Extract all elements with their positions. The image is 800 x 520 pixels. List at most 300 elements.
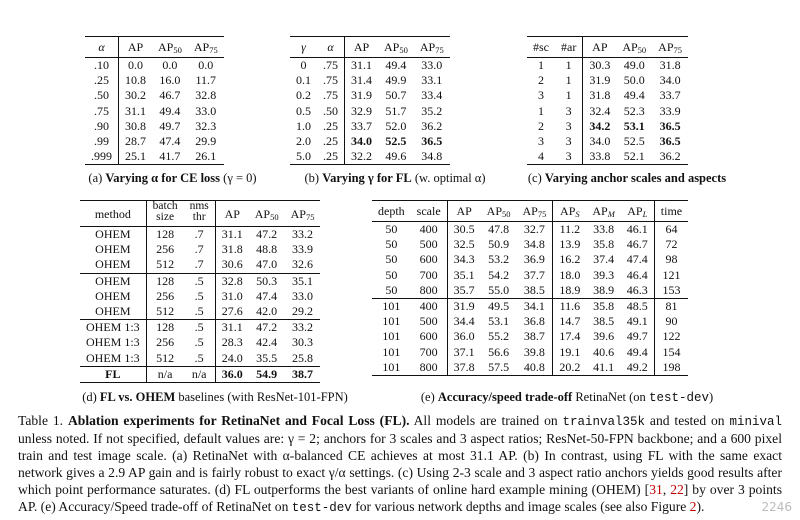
table-cell: 36.2 bbox=[652, 149, 688, 165]
table-cell: 41.1 bbox=[586, 360, 620, 376]
table-cell: 31.1 bbox=[125, 103, 146, 118]
table-cell: .50 bbox=[85, 88, 119, 103]
table-cell: .7 bbox=[184, 227, 216, 243]
table-cell: 400 bbox=[411, 222, 447, 238]
table-cell: 33.0 bbox=[292, 288, 314, 303]
table-cell: 52.5 bbox=[623, 134, 645, 149]
header-aps: $AP_S$ bbox=[553, 201, 587, 222]
table-row bbox=[80, 351, 320, 367]
table-cell: 28.7 bbox=[125, 134, 146, 149]
table-cell: 47.2 bbox=[256, 227, 278, 241]
table-cell: 3 bbox=[538, 134, 544, 149]
header-ap: AP bbox=[345, 37, 379, 58]
table-cell: 36.0 bbox=[215, 366, 249, 382]
table-cell: .999 bbox=[85, 149, 119, 165]
table-cell: 31.1 bbox=[221, 227, 243, 241]
header-ap75: $AP_{75}$ bbox=[414, 37, 450, 58]
caption-d: (d) FL vs. OHEM baselines (with ResNet-101-FPN) bbox=[82, 390, 348, 404]
table-cell: 38.5 bbox=[517, 283, 553, 299]
table-cell: 34.0 bbox=[659, 73, 681, 88]
table-cell: 49.4 bbox=[159, 103, 181, 118]
table-row bbox=[372, 329, 688, 344]
table-cell: 30.3 bbox=[292, 335, 314, 350]
table-cell: 33.8 bbox=[593, 222, 615, 236]
table-cell: 35.2 bbox=[421, 103, 443, 118]
table-cell: 32.2 bbox=[345, 149, 379, 165]
table-cell: 41.7 bbox=[152, 149, 188, 165]
table-cell: 18.9 bbox=[559, 282, 581, 297]
table-cell: 49.5 bbox=[481, 299, 517, 315]
citation-link[interactable]: 22 bbox=[670, 481, 684, 497]
table-cell: 30.6 bbox=[221, 257, 243, 272]
table-cell: 28.3 bbox=[221, 335, 243, 350]
table-row bbox=[527, 119, 688, 134]
table-cell: .75 bbox=[317, 58, 345, 74]
table-cell: .7 bbox=[184, 242, 216, 257]
table-cell: 400 bbox=[411, 299, 447, 315]
table-cell: 50 bbox=[385, 252, 398, 267]
table-cell: 32.8 bbox=[215, 273, 249, 289]
speed-tradeoff-table bbox=[372, 200, 688, 376]
table-cell: 50 bbox=[385, 267, 398, 282]
header-ap75: $AP_{75}$ bbox=[652, 37, 688, 58]
table-cell: 37.1 bbox=[453, 344, 475, 359]
table-cell: OHEM bbox=[80, 242, 146, 257]
table-cell: 33.8 bbox=[583, 149, 617, 165]
table-cell: 500 bbox=[411, 237, 447, 252]
watermark: 2246 bbox=[761, 500, 792, 514]
table-cell: 31.9 bbox=[589, 73, 611, 88]
table-cell: 0.1 bbox=[296, 73, 311, 88]
table-cell: 38.7 bbox=[285, 366, 321, 382]
header-ap50: $AP_{50}$ bbox=[152, 37, 188, 58]
table-cell: .90 bbox=[85, 119, 119, 134]
table-row bbox=[80, 289, 320, 304]
header-nms-thr: nms thr bbox=[184, 201, 216, 227]
table-cell: .5 bbox=[184, 335, 216, 350]
table-cell: 40.6 bbox=[593, 344, 615, 359]
table-cell: .5 bbox=[184, 273, 216, 289]
table-cell: 512 bbox=[156, 257, 175, 272]
table-cell: OHEM bbox=[80, 304, 146, 320]
table-cell: 0.0 bbox=[162, 58, 178, 72]
header-apl: $AP_L$ bbox=[621, 201, 655, 222]
table-cell: 32.5 bbox=[453, 237, 475, 252]
table-cell: 36.5 bbox=[659, 118, 681, 133]
table-row bbox=[85, 119, 224, 134]
table-row bbox=[527, 73, 688, 88]
table-cell: 49.0 bbox=[623, 58, 645, 72]
table-cell: n/a bbox=[184, 366, 216, 382]
table-row bbox=[85, 134, 224, 149]
table-cell: 49.4 bbox=[621, 345, 655, 360]
table-cell: 50.0 bbox=[623, 73, 645, 88]
table-cell: 700 bbox=[411, 345, 447, 360]
table-cell: 2 bbox=[538, 73, 544, 88]
table-b bbox=[290, 36, 486, 185]
table-cell: 0.5 bbox=[296, 103, 311, 118]
table-caption: Table 1. Ablation experiments for RetinaNet and Focal Loss (FL). All models are trained on trainval35k and tested on minival unless noted. If not specified, default values are: γ = 2; anchors for 3 scales and 3 aspect ratios; ResNet-50-FPN backbone; and a 600 pixel train and test image scale. (a) RetinaNet with α-balanced CE achieves at most 31.1 AP. (b) In contrast, using FL with the same exact network gives a 2.9 AP gain and is fairly robust to exact γ/α settings. (c) Using 2-3 scale and 3 aspect ratio anchors yields good results after which point performance saturates. (d) FL outperforms the best variants of online hard example mining (OHEM) [31, 22] by over 3 points AP. (e) Accuracy/Speed trade-off of RetinaNet on test-dev for various network depths and image scales (see also Figure 2). bbox=[18, 413, 782, 515]
table-cell: 34.4 bbox=[453, 314, 475, 329]
table-cell: 32.9 bbox=[351, 103, 372, 118]
table-cell: OHEM bbox=[80, 227, 146, 243]
table-cell: .25 bbox=[317, 149, 345, 165]
table-cell: 36.5 bbox=[421, 134, 443, 149]
table-row bbox=[290, 73, 450, 88]
table-cell: 34.0 bbox=[351, 134, 372, 149]
table-cell: 31.1 bbox=[215, 320, 249, 336]
table-cell: 46.3 bbox=[621, 283, 655, 299]
gamma-fl-table bbox=[290, 36, 450, 165]
header-batch-size: batch size bbox=[146, 201, 183, 227]
table-cell: 29.2 bbox=[292, 304, 314, 319]
header-depth: depth bbox=[372, 201, 411, 222]
table-cell: 11.6 bbox=[553, 299, 587, 315]
table-cell: 46.1 bbox=[621, 222, 655, 238]
table-cell: 36.5 bbox=[659, 134, 681, 149]
table-cell: 31.4 bbox=[351, 73, 372, 88]
table-row bbox=[80, 320, 320, 336]
table-cell: 19.1 bbox=[559, 344, 581, 359]
table-cell: 800 bbox=[411, 283, 447, 299]
table-cell: 34.2 bbox=[589, 118, 611, 133]
header-apm: $AP_M$ bbox=[586, 201, 620, 222]
table-cell: 46.7 bbox=[159, 88, 181, 103]
table-cell: 50 bbox=[385, 222, 398, 236]
table-cell: 700 bbox=[411, 268, 447, 283]
table-cell: 49.4 bbox=[385, 58, 407, 72]
table-cell: 101 bbox=[382, 344, 401, 359]
table-row bbox=[527, 88, 688, 103]
table-row bbox=[372, 283, 688, 299]
table-row bbox=[527, 149, 688, 165]
table-cell: 3 bbox=[555, 149, 583, 165]
header-gamma: γ bbox=[290, 37, 317, 58]
table-cell: 1 bbox=[538, 58, 544, 72]
table-cell: 0 bbox=[300, 58, 307, 72]
table-row bbox=[290, 134, 450, 149]
table-cell: 51.7 bbox=[385, 103, 407, 118]
table-row bbox=[372, 360, 688, 376]
header-time: time bbox=[654, 201, 688, 222]
header-ap: AP bbox=[119, 37, 153, 58]
table-cell: 20.2 bbox=[553, 360, 587, 376]
table-cell: 35.8 bbox=[593, 237, 615, 252]
table-cell: 800 bbox=[411, 360, 447, 376]
table-cell: 57.5 bbox=[481, 360, 517, 376]
table-cell: .75 bbox=[317, 73, 345, 88]
table-row bbox=[290, 119, 450, 134]
table-cell: .7 bbox=[184, 257, 216, 273]
table-cell: 33.7 bbox=[351, 118, 372, 133]
table-cell: 37.7 bbox=[517, 268, 553, 283]
table-row bbox=[527, 104, 688, 119]
table-cell: 36.8 bbox=[517, 314, 553, 329]
table-cell: 29.9 bbox=[195, 134, 217, 149]
header-ap: AP bbox=[583, 37, 617, 58]
table-cell: 128 bbox=[156, 227, 175, 241]
table-cell: 55.0 bbox=[488, 282, 510, 297]
table-cell: 49.7 bbox=[159, 118, 181, 133]
table-cell: 49.1 bbox=[621, 314, 655, 329]
alpha-ce-table bbox=[85, 36, 224, 165]
table-cell: 1 bbox=[538, 103, 544, 118]
table-cell: 10.8 bbox=[125, 73, 146, 88]
table-cell: 2 bbox=[538, 118, 544, 133]
table-cell: 2.0 bbox=[296, 134, 311, 149]
table-cell: 1 bbox=[555, 58, 583, 74]
table-row bbox=[80, 242, 320, 257]
header-ap50: $AP_{50}$ bbox=[249, 201, 285, 227]
table-cell: 1 bbox=[555, 88, 583, 103]
table-row bbox=[372, 237, 688, 252]
table-cell: .5 bbox=[184, 320, 216, 336]
table-cell: 49.2 bbox=[621, 360, 655, 376]
table-cell: 47.4 bbox=[159, 134, 181, 149]
table-cell: 34.8 bbox=[517, 237, 553, 252]
table-cell: 27.6 bbox=[221, 304, 243, 319]
table-cell: 32.3 bbox=[195, 118, 217, 133]
table-cell: 3 bbox=[555, 119, 583, 134]
table-cell: 4 bbox=[527, 149, 555, 165]
table-cell: 42.4 bbox=[256, 335, 278, 350]
table-cell: .25 bbox=[317, 119, 345, 134]
header-ap75: $AP_{75}$ bbox=[517, 201, 553, 222]
table-cell: 54.2 bbox=[488, 267, 510, 282]
table-cell: 31.9 bbox=[351, 88, 372, 103]
table-cell: 37.4 bbox=[593, 252, 615, 267]
table-row bbox=[527, 58, 688, 74]
table-cell: 11.2 bbox=[559, 222, 581, 236]
table-cell: 36.0 bbox=[453, 329, 475, 344]
table-cell: 35.8 bbox=[586, 299, 620, 315]
table-cell: 154 bbox=[662, 344, 681, 359]
table-cell: 48.8 bbox=[256, 242, 278, 257]
table-cell: 32.4 bbox=[589, 103, 611, 118]
table-cell: OHEM bbox=[80, 273, 146, 289]
table-cell: 33.0 bbox=[195, 103, 217, 118]
table-cell: 256 bbox=[156, 335, 175, 350]
table-row bbox=[372, 252, 688, 267]
table-cell: 3 bbox=[555, 104, 583, 119]
header-ap50: $AP_{50}$ bbox=[481, 201, 517, 222]
table-cell: 52.0 bbox=[385, 118, 407, 133]
table-cell: 33.4 bbox=[421, 88, 443, 103]
table-cell: 33.1 bbox=[421, 73, 443, 88]
table-cell: 512 bbox=[156, 304, 175, 319]
table-cell: 52.1 bbox=[616, 149, 652, 165]
table-cell: 30.2 bbox=[125, 88, 146, 103]
table-row bbox=[80, 335, 320, 350]
table-cell: 128 bbox=[146, 320, 183, 336]
table-c bbox=[527, 36, 727, 185]
table-row bbox=[290, 58, 450, 74]
table-row bbox=[80, 366, 320, 382]
table-cell: 53.1 bbox=[488, 314, 510, 329]
table-cell: 31.8 bbox=[221, 242, 243, 257]
table-cell: 56.6 bbox=[488, 344, 510, 359]
table-cell: .5 bbox=[184, 289, 216, 304]
header-ap75: $AP_{75}$ bbox=[285, 201, 321, 227]
table-cell: 34.8 bbox=[414, 149, 450, 165]
table-cell: 32.7 bbox=[517, 222, 553, 238]
table-cell: 3 bbox=[555, 134, 583, 149]
table-cell: .75 bbox=[85, 104, 119, 119]
table-cell: 3 bbox=[538, 88, 544, 103]
table-cell: 5.0 bbox=[290, 149, 317, 165]
table-cell: 49.6 bbox=[378, 149, 414, 165]
table-cell: 256 bbox=[156, 242, 175, 257]
table-cell: 55.2 bbox=[488, 329, 510, 344]
table-cell: .99 bbox=[85, 134, 119, 149]
table-cell: 47.2 bbox=[249, 320, 285, 336]
table-cell: 1 bbox=[555, 73, 583, 88]
table-cell: 600 bbox=[411, 252, 447, 267]
table-cell: 49.4 bbox=[623, 88, 645, 103]
table-row bbox=[290, 149, 450, 165]
figure-link[interactable]: 2 bbox=[689, 498, 697, 514]
table-cell: 31.0 bbox=[221, 288, 243, 303]
table-cell: 30.3 bbox=[589, 58, 611, 72]
table-cell: 31.8 bbox=[589, 88, 611, 103]
table-cell: 25.8 bbox=[292, 350, 314, 365]
header-ap50: $AP_{50}$ bbox=[378, 37, 414, 58]
header-ap: AP bbox=[215, 201, 249, 227]
table-cell: 31.9 bbox=[447, 299, 481, 315]
header-ap75: $AP_{75}$ bbox=[188, 37, 224, 58]
header-scale: scale bbox=[411, 201, 447, 222]
table-cell: 39.3 bbox=[593, 267, 615, 282]
table-cell: 90 bbox=[665, 314, 678, 329]
table-cell: 33.9 bbox=[659, 103, 681, 118]
table-cell: 33.0 bbox=[421, 58, 443, 72]
table-cell: 31.1 bbox=[351, 58, 372, 72]
header-ar: #ar bbox=[555, 37, 583, 58]
table-cell: 30.8 bbox=[125, 118, 146, 133]
table-cell: OHEM 1:3 bbox=[80, 351, 146, 367]
table-cell: 16.0 bbox=[159, 73, 181, 88]
citation-link[interactable]: 31 bbox=[649, 481, 663, 497]
table-cell: 0.2 bbox=[296, 88, 311, 103]
table-cell: 38.5 bbox=[593, 314, 615, 329]
table-cell: 122 bbox=[662, 329, 681, 344]
table-row bbox=[372, 222, 688, 238]
table-row bbox=[290, 88, 450, 103]
table-cell: 50 bbox=[385, 237, 398, 252]
table-cell: .25 bbox=[85, 73, 119, 88]
table-cell: .25 bbox=[317, 134, 345, 149]
table-cell: 35.5 bbox=[256, 350, 278, 365]
table-cell: 500 bbox=[411, 314, 447, 329]
table-cell: 101 bbox=[372, 299, 411, 315]
table-cell: 1.0 bbox=[296, 118, 311, 133]
table-cell: 54.9 bbox=[249, 366, 285, 382]
table-cell: 600 bbox=[411, 329, 447, 344]
table-cell: 49.7 bbox=[621, 329, 655, 344]
table-cell: .5 bbox=[184, 351, 216, 367]
table-row bbox=[80, 273, 320, 289]
table-cell: 31.8 bbox=[659, 58, 681, 72]
table-row bbox=[85, 149, 224, 165]
table-row bbox=[80, 257, 320, 273]
table-cell: 64 bbox=[665, 222, 678, 236]
table-cell: 50.3 bbox=[249, 273, 285, 289]
table-cell: 101 bbox=[382, 329, 401, 344]
table-a bbox=[85, 36, 257, 185]
table-cell: 50.9 bbox=[488, 237, 510, 252]
caption-a: (a) Varying α for CE loss (γ = 0) bbox=[88, 171, 257, 185]
table-cell: OHEM 1:3 bbox=[80, 320, 146, 336]
table-row bbox=[80, 304, 320, 320]
table-cell: 128 bbox=[146, 273, 183, 289]
table-cell: .50 bbox=[317, 104, 345, 119]
table-cell: OHEM 1:3 bbox=[80, 335, 146, 350]
table-cell: 35.1 bbox=[453, 267, 475, 282]
table-cell: .5 bbox=[184, 304, 216, 320]
table-cell: .75 bbox=[317, 88, 345, 103]
table-cell: 52.5 bbox=[385, 134, 407, 149]
table-cell: 47.0 bbox=[256, 257, 278, 272]
table-row bbox=[85, 58, 224, 74]
table-cell: 50 bbox=[385, 282, 398, 297]
anchor-table bbox=[527, 36, 688, 165]
table-cell: 32.8 bbox=[195, 88, 217, 103]
table-row bbox=[80, 227, 320, 243]
table-cell: 52.3 bbox=[623, 103, 645, 118]
header-ap: AP bbox=[447, 201, 481, 222]
table-cell: 34.1 bbox=[517, 299, 553, 315]
table-cell: 47.4 bbox=[621, 252, 655, 267]
table-cell: 35.7 bbox=[453, 282, 475, 297]
table-cell: n/a bbox=[146, 366, 183, 382]
table-cell: 39.6 bbox=[593, 329, 615, 344]
table-cell: 17.4 bbox=[559, 329, 581, 344]
caption-c: (c) Varying anchor scales and aspects bbox=[527, 171, 727, 185]
table-cell: 47.8 bbox=[488, 222, 510, 236]
table-row bbox=[527, 134, 688, 149]
header-ap50: $AP_{50}$ bbox=[616, 37, 652, 58]
table-cell: 35.1 bbox=[285, 273, 321, 289]
table-cell: 38.7 bbox=[517, 329, 553, 344]
table-row bbox=[372, 299, 688, 315]
table-cell: 36.9 bbox=[517, 252, 553, 267]
table-cell: 81 bbox=[654, 299, 688, 315]
table-cell: 33.2 bbox=[292, 227, 314, 241]
table-cell: 38.9 bbox=[593, 282, 615, 297]
header-alpha: α bbox=[317, 37, 345, 58]
table-cell: 33.2 bbox=[285, 320, 321, 336]
table-cell: 11.7 bbox=[195, 73, 217, 88]
caption-e: (e) Accuracy/speed trade-off RetinaNet (on test-dev) bbox=[420, 390, 714, 405]
table-cell: 46.7 bbox=[621, 237, 655, 252]
table-cell: 0.0 bbox=[198, 58, 214, 72]
table-cell: 37.8 bbox=[447, 360, 481, 376]
table-cell: 53.1 bbox=[623, 118, 645, 133]
table-cell: 14.7 bbox=[559, 314, 581, 329]
table-cell: 18.0 bbox=[559, 267, 581, 282]
table-cell: 42.0 bbox=[256, 304, 278, 319]
table-cell: 33.9 bbox=[292, 242, 314, 257]
table-cell: FL bbox=[80, 366, 146, 382]
table-cell: OHEM bbox=[80, 289, 146, 304]
table-row bbox=[372, 268, 688, 283]
table-cell: 0.0 bbox=[128, 58, 143, 72]
table-cell: 25.1 bbox=[119, 149, 153, 165]
table-cell: 512 bbox=[156, 350, 175, 365]
table-cell: 33.7 bbox=[659, 88, 681, 103]
header-alpha: α bbox=[85, 37, 119, 58]
table-row bbox=[85, 88, 224, 103]
